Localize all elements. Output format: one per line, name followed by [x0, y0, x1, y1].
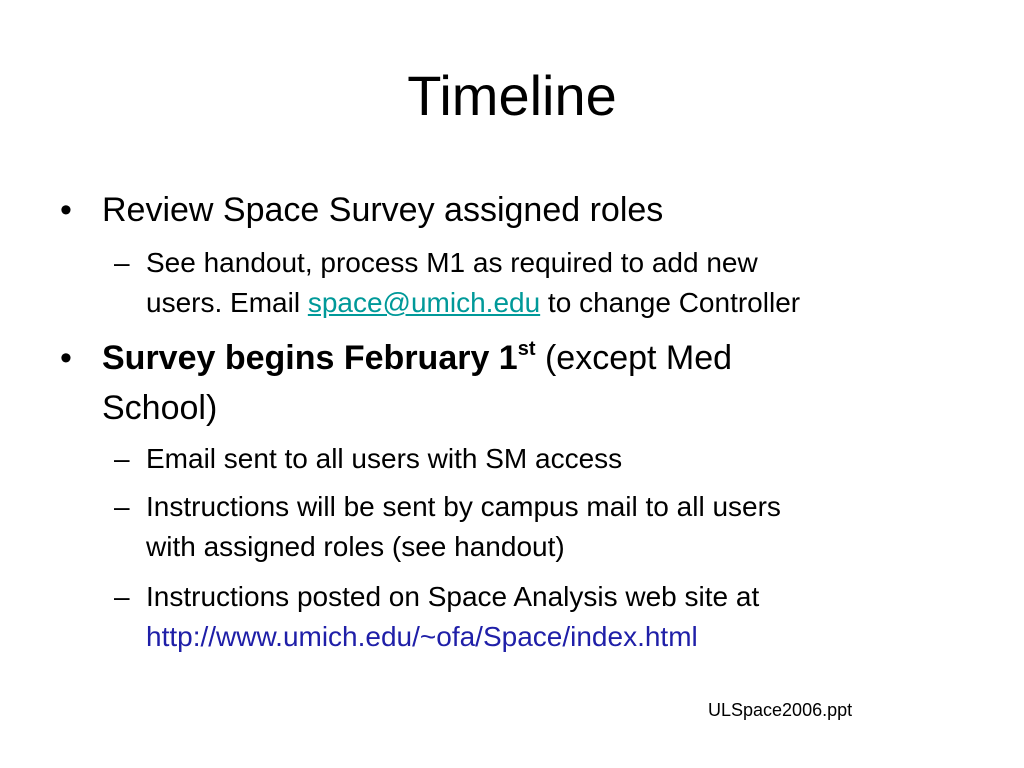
- dash-icon: –: [114, 443, 130, 474]
- ordinal-superscript: st: [517, 338, 536, 360]
- subitem-email-sent: Email sent to all users with SM access: [146, 443, 623, 474]
- bullet-survey-begins-line2: School): [102, 389, 218, 427]
- subitem-see-handout-line2: [146, 286, 800, 320]
- bullet-review-roles: Review Space Survey assigned roles: [102, 191, 664, 229]
- survey-begins-except: (except Med: [535, 339, 733, 377]
- subitem-controller-text: to change Controller: [540, 287, 801, 318]
- subitem-instructions-posted: Instructions posted on Space Analysis web site at: [146, 581, 760, 612]
- slide-title: Timeline: [407, 64, 617, 127]
- dash-icon: –: [114, 491, 130, 522]
- survey-begins-bold: Survey begins February 1: [102, 339, 518, 377]
- subitem-instructions-mail: Instructions will be sent by campus mail to all users: [146, 491, 781, 522]
- bullet-survey-begins: [102, 338, 732, 378]
- subitem-email-text: users. Email: [146, 287, 308, 318]
- subitem-see-handout: See handout, process M1 as required to add new: [146, 247, 758, 278]
- subitem-instructions-mail-line2: with assigned roles (see handout): [146, 531, 565, 562]
- email-link[interactable]: space@umich.edu: [307, 287, 541, 318]
- dash-icon: –: [114, 581, 130, 612]
- dash-icon: –: [114, 247, 130, 278]
- footer-filename: ULSpace2006.ppt: [708, 700, 853, 720]
- bullet-icon: •: [60, 339, 72, 377]
- url-link[interactable]: http://www.umich.edu/~ofa/Space/index.html: [146, 621, 698, 652]
- bullet-icon: •: [60, 191, 72, 229]
